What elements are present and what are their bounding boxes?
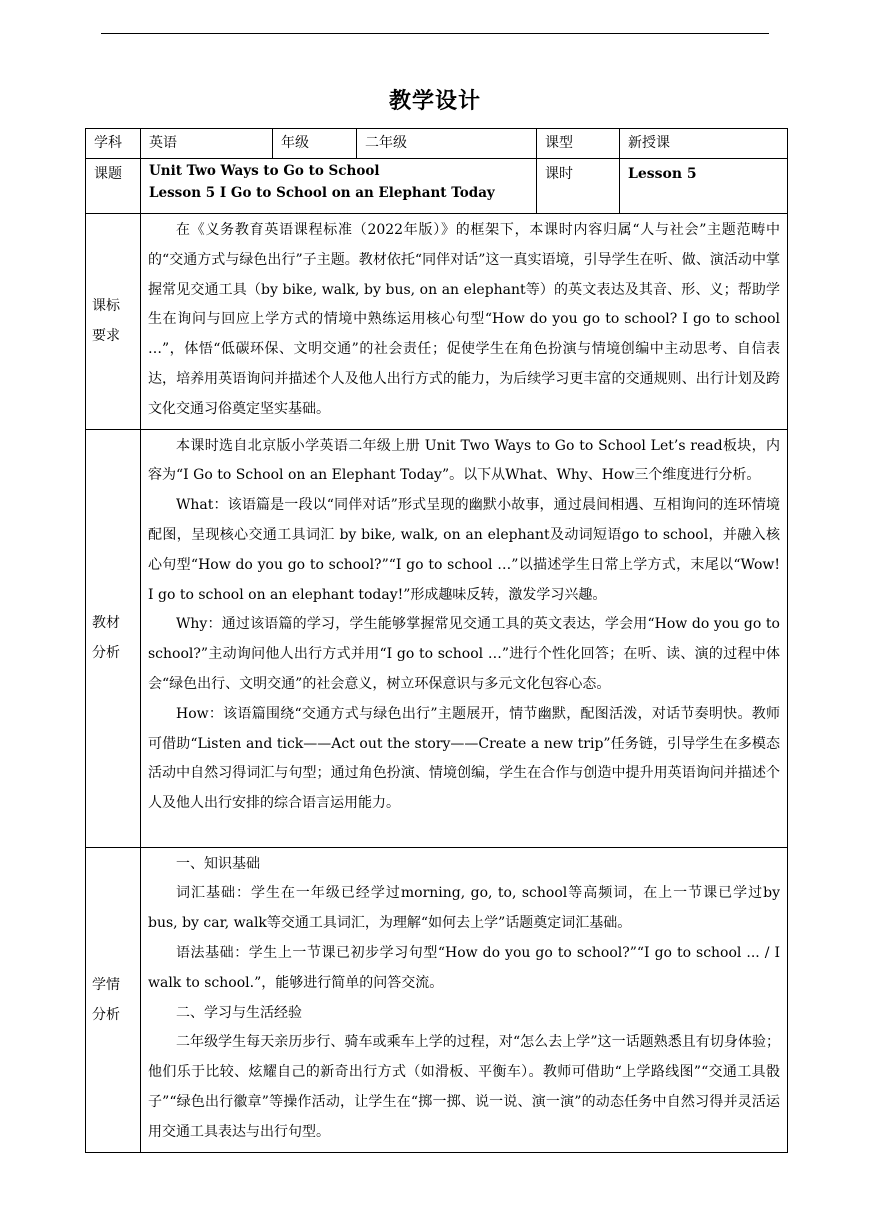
standards-paragraph: 在《义务教育英语课程标准（2022年版）》的框架下，本课时内容归属“人与社会”主题范畴中的“交通方式与绿色出行”子主题。教材依托“同伴对话”这一真实语境，引导学生在听、做、演活动中掌握常见交通工具（by bike, walk, by bus, on an elephant等）的英文表达及其音、形、义；帮助学生在询问与回应上学方式的情境中熟练运用核心句型“How do you go to school? I go to school …”，体悟“低碳环保、文明交通”的社会责任；促使学生在角色扮演与情境创编中主动思考、自信表达，培养用英语询问并描述个人及他人出行方式的能力，为后续学习更丰富的交通规则、出行计划及跨文化交通习俗奠定坚实基础。 — [148, 222, 780, 417]
material-intro-paragraph: 本课时选自北京版小学英语二年级上册 Unit Two Ways to Go to School Let’s read板块，内容为“I Go to School on an Elephant Today”。以下从What、Why、How三个维度进行分析。 — [148, 437, 780, 484]
header-row — [86, 129, 788, 159]
grade-value-cell — [357, 129, 537, 159]
knowledge-heading: 一、知识基础 — [176, 855, 260, 872]
period-label-cell — [537, 159, 620, 214]
learner-label-line1: 学情 — [92, 976, 120, 993]
topic-label-cell — [86, 159, 141, 214]
period-value-cell — [620, 159, 788, 214]
document-title: 教学设计 — [388, 88, 481, 114]
period-label: 课时 — [545, 166, 573, 182]
standards-label-line2: 要求 — [92, 328, 120, 345]
material-label-cell — [86, 429, 141, 847]
type-value-cell — [620, 129, 788, 159]
lesson-title: Lesson 5 I Go to School on an Elephant Today — [149, 185, 495, 201]
learner-label-line2: 分析 — [92, 1006, 120, 1023]
lesson-plan-table — [85, 128, 788, 1153]
experience-heading: 二、学习与生活经验 — [176, 1004, 302, 1021]
material-why-paragraph: Why：通过该语篇的学习，学生能够掌握常见交通工具的英文表达，学会用“How do you go to school?”主动询问他人出行方式并用“I go to school …”进行个性化回答；在听、读、演的过程中体会“绿色出行、文明交通”的社会意义，树立环保意识与多元文化包容心态。 — [148, 616, 780, 692]
header-rule — [101, 33, 769, 34]
vocabulary-paragraph: 词汇基础：学生在一年级已经学过morning, go, to, school等高频词，在上一节课已学过by bus, by car, walk等交通工具词汇，为理解“如何去上学”话题奠定词汇基础。 — [148, 885, 780, 932]
learner-content-cell — [141, 847, 788, 1152]
topic-row — [86, 159, 788, 214]
unit-title: Unit Two Ways to Go to School — [149, 163, 380, 179]
material-what-paragraph: What：该语篇是一段以“同伴对话”形式呈现的幽默小故事，通过晨间相遇、互相询问的连环情境配图，呈现核心交通工具词汇 by bike, walk, on an elephant及动词短语go to school，并融入核心句型“How do you go to school?”“I go to school …”以描述学生日常上学方式，末尾以“Wow! I go to school on an elephant today!”形成趣味反转，激发学习兴趣。 — [148, 497, 780, 603]
subject-value: 英语 — [149, 135, 177, 151]
grade-label-cell — [273, 129, 357, 159]
standards-row — [86, 214, 788, 430]
subject-label-cell — [86, 129, 141, 159]
subject-value-cell — [141, 129, 273, 159]
grade-value: 二年级 — [365, 135, 407, 151]
learner-label-cell — [86, 847, 141, 1152]
grammar-paragraph: 语法基础：学生上一节课已初步学习句型“How do you go to school?”“I go to school ... / I walk to school.”，能够进行简单的问答交流。 — [148, 944, 780, 991]
learner-analysis-row — [86, 847, 788, 1152]
material-how-paragraph: How：该语篇围绕“交通方式与绿色出行”主题展开，情节幽默，配图活泼，对话节奏明快。教师可借助“Listen and tick——Act out the story——Create a new trip”任务链，引导学生在多模态活动中自然习得词汇与句型；通过角色扮演、情境创编，学生在合作与创造中提升用英语询问并描述个人及他人出行安排的综合语言运用能力。 — [148, 705, 780, 812]
topic-value-cell — [141, 159, 537, 214]
type-label: 课型 — [545, 135, 573, 151]
type-value: 新授课 — [628, 135, 670, 151]
standards-label-line1: 课标 — [92, 298, 120, 315]
material-content-cell — [141, 429, 788, 847]
type-label-cell — [537, 129, 620, 159]
period-value: Lesson 5 — [628, 166, 697, 182]
standards-label-cell — [86, 214, 141, 430]
standards-content-cell — [141, 214, 788, 430]
material-label-line1: 教材 — [92, 615, 120, 632]
experience-paragraph: 二年级学生每天亲历步行、骑车或乘车上学的过程，对“怎么去上学”这一话题熟悉且有切身体验；他们乐于比较、炫耀自己的新奇出行方式（如滑板、平衡车）。教师可借助“上学路线图”“交通工具骰子”“绿色出行徽章”等操作活动，让学生在“掷一掷、说一说、演一演”的动态任务中自然习得并灵活运用交通工具表达与出行句型。 — [148, 1034, 780, 1140]
subject-label: 学科 — [94, 135, 122, 151]
material-label-line2: 分析 — [92, 645, 120, 662]
topic-label: 课题 — [94, 166, 122, 182]
grade-label: 年级 — [281, 135, 309, 151]
material-analysis-row — [86, 429, 788, 847]
